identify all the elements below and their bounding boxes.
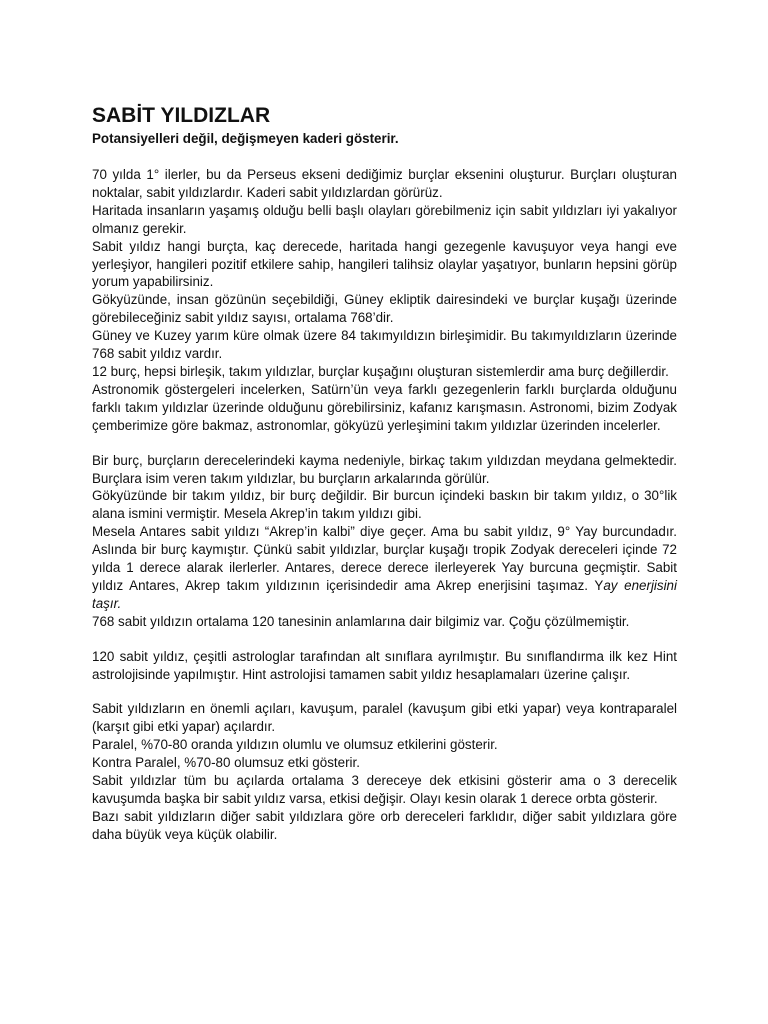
paragraph: 12 burç, hepsi birleşik, takım yıldızlar, burçlar kuşağını oluşturan sistemlerdir ama burç değillerdir. (92, 363, 669, 379)
section-1 (92, 166, 677, 435)
page-subtitle: Potansiyelleri değil, değişmeyen kaderi gösterir. (92, 131, 399, 146)
section-4 (92, 700, 677, 843)
paragraph: Güney ve Kuzey yarım küre olmak üzere 84 takımyıldızın birleşimidir. Bu takımyıldızların üzerinde 768 sabit yıldız vardır. (92, 328, 677, 362)
paragraph-text: Mesela Antares sabit yıldızı “Akrep’in kalbi” diye geçer. Ama bu sabit yıldız, 9° Yay burcundadır. Aslında bir burç kaymıştır. Çünkü sabit yıldızlar, burçlar kuşağı tropik Zodyak dereceleri içinde 72 yılda 1 derece alarak ilerlerler. Antares, derece derece ilerleyerek Yay burcuna geçmiştir. Sabit yıldız Antares, Akrep takım yıldızının içerisindedir ama Akrep enerjisini taşımaz. Y (92, 524, 677, 593)
page-title: SABİT YILDIZLAR (92, 104, 271, 127)
document-page (92, 103, 677, 844)
paragraph-with-italic (92, 523, 677, 613)
paragraph: Bazı sabit yıldızların diğer sabit yıldızlara göre orb dereceleri farklıdır, diğer sabit yıldızlara göre daha büyük veya küçük olabilir. (92, 808, 677, 842)
section-2 (92, 452, 677, 631)
paragraph: Gökyüzünde bir takım yıldız, bir burç değildir. Bir burcun içindeki baskın bir takım yıldız, o 30°lik alana ismini vermiştir. Mesela Akrep’in takım yıldızı gibi. (92, 488, 677, 522)
paragraph: Astronomik göstergeleri incelerken, Satürn’ün veya farklı gezegenlerin farklı burçlarda olduğunu farklı takım yıldızlar üzerinde olduğunu görebilirsiniz, kafanız karışmasın. Astronomi, bizim Zodyak çemberimize göre bakmaz, astronomlar, gökyüzü yerleşimini takım yıldızlar üzerinden incelerler. (92, 381, 677, 433)
paragraph: Bir burç, burçların derecelerindeki kayma nedeniyle, birkaç takım yıldızdan meydana gelmektedir. Burçlara isim veren takım yıldızlar, bu burçların arkalarında görülür. (92, 452, 677, 486)
paragraph: Paralel, %70-80 oranda yıldızın olumlu ve olumsuz etkilerini gösterir. (92, 737, 498, 753)
paragraph: 768 sabit yıldızın ortalama 120 tanesinin anlamlarına dair bilgimiz var. Çoğu çözülmemiştir. (92, 613, 630, 629)
paragraph: Sabit yıldızların en önemli açıları, kavuşum, paralel (kavuşum gibi etki yapar) veya kontraparalel (karşıt gibi etki yapar) açılardır. (92, 701, 677, 735)
paragraph: Sabit yıldız hangi burçta, kaç derecede, haritada hangi gezegenle kavuşuyor veya hangi eve yerleşiyor, hangileri pozitif etkilere sahip, hangileri talihsiz olaylar yaşatıyor, bunların hepsini görüp yorum yapabilirsiniz. (92, 238, 677, 290)
paragraph: Gökyüzünde, insan gözünün seçebildiği, Güney ekliptik dairesindeki ve burçlar kuşağı üzerinde görebileceğiniz sabit yıldız sayısı, ortalama 768’dir. (92, 292, 677, 326)
paragraph: 70 yılda 1° ilerler, bu da Perseus ekseni dediğimiz burçlar eksenini oluşturur. Burçları oluşturan noktalar, sabit yıldızlardır. Kaderi sabit yıldızlardan görürüz. (92, 167, 677, 200)
italic-text: ay enerjisini taşır. (92, 577, 677, 611)
paragraph: Kontra Paralel, %70-80 olumsuz etki gösterir. (92, 755, 360, 771)
paragraph: Sabit yıldızlar tüm bu açılarda ortalama 3 dereceye dek etkisini gösterir ama o 3 derecelik kavuşumda başka bir sabit yıldız varsa, etkisi değişir. Olayı kesin olarak 1 derece orbta gösterir. (92, 773, 677, 806)
section-3 (92, 648, 677, 684)
paragraph: Haritada insanların yaşamış olduğu belli başlı olayları görebilmeniz için sabit yıldızları iyi yakalıyor olmanız gerekir. (92, 202, 677, 236)
paragraph: 120 sabit yıldız, çeşitli astrologlar tarafından alt sınıflara ayrılmıştır. Bu sınıflandırma ilk kez Hint astrolojisinde yapılmıştır. Hint astrolojisi tamamen sabit yıldız hesaplamaları üzerine çalışır. (92, 648, 677, 682)
